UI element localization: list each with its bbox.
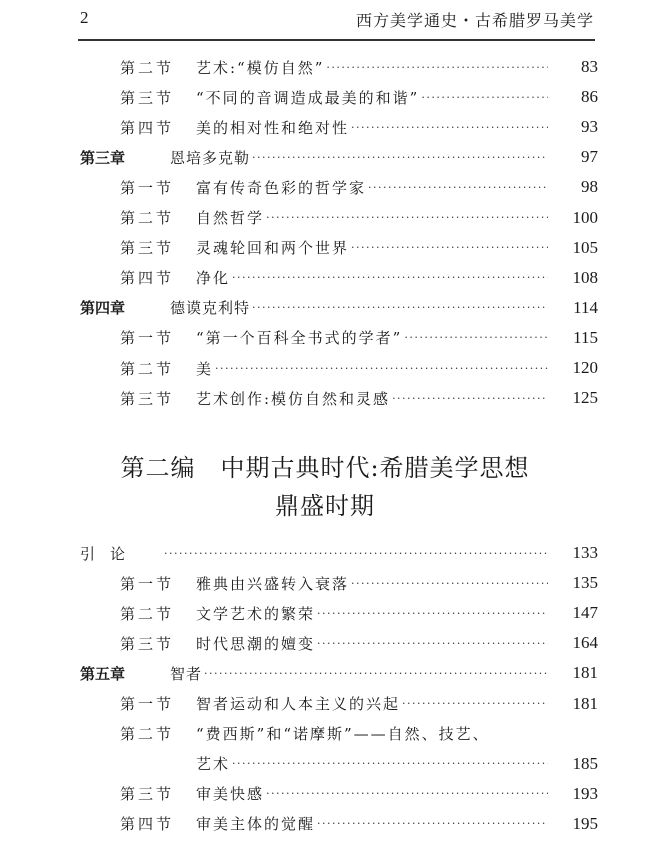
toc-entry (0, 781, 650, 807)
toc-entry-title: 智者运动和人本主义的兴起 (196, 695, 401, 713)
header-rule (78, 39, 595, 41)
toc-entry-title: 审美主体的觉醒 (196, 815, 316, 834)
leader-dots (351, 121, 548, 134)
toc-entry-label: 第二节 (120, 209, 175, 227)
toc-entry-title: 灵魂轮回和两个世界 (196, 239, 350, 258)
toc-entry-label: 第三节 (120, 389, 175, 408)
leader-dots (351, 577, 548, 590)
toc-entry-title: 艺术创作:模仿自然和灵感 (196, 389, 391, 408)
leader-dots (368, 181, 548, 194)
toc-entry-page: 83 (581, 57, 598, 76)
leader-dots (232, 757, 548, 770)
toc-entry (0, 355, 650, 381)
toc-entry (0, 570, 650, 596)
toc-entry-title: 审美快感 (196, 785, 265, 804)
leader-dots (266, 211, 548, 224)
toc-entry-page: 93 (581, 117, 598, 137)
toc-entry-title: 自然哲学 (196, 209, 265, 227)
toc-entry-page: 98 (581, 177, 598, 197)
toc-entry-title: 富有传奇色彩的哲学家 (196, 178, 367, 197)
toc-entry-title: 艺术 (196, 755, 231, 774)
toc-entry-page: 120 (572, 358, 598, 377)
toc-entry-title: “不同的音调造成最美的和谐” (196, 88, 420, 107)
toc-entry-page: 181 (572, 693, 598, 713)
toc-entry-label: 第四章 (80, 299, 126, 318)
part-heading-line2: 鼎盛时期 (275, 492, 375, 520)
toc-entry-page: 164 (572, 633, 598, 653)
leader-dots (351, 241, 548, 254)
toc-entry (0, 54, 650, 80)
part-heading-line1: 第二编 中期古典时代:希腊美学思想 (120, 454, 530, 482)
leader-dots (317, 607, 548, 620)
toc-entry (0, 114, 650, 140)
toc-entry (0, 691, 650, 717)
toc-entry (0, 811, 650, 837)
toc-entry-page: 181 (572, 663, 598, 683)
toc-entry-title: 智者 (170, 664, 203, 683)
toc-entry-page: 135 (572, 573, 598, 593)
toc-entry-title: 净化 (196, 269, 231, 288)
toc-entry (0, 235, 650, 261)
toc-entry-label: 第三节 (120, 88, 175, 107)
leader-dots (392, 392, 548, 405)
toc-entry (0, 540, 650, 566)
leader-dots (404, 331, 548, 344)
toc-entry (0, 630, 650, 656)
leader-dots (266, 787, 548, 800)
toc-entry-label: 引 论 (80, 544, 126, 563)
toc-entry-label: 第三节 (120, 239, 175, 258)
toc-entry-label: 第二节 (120, 359, 175, 378)
toc-entry-label: 第三节 (120, 634, 175, 653)
toc-entry-title: “费西斯”和“诺摩斯”——自然、技艺、 (196, 725, 490, 744)
toc-entry (0, 325, 650, 351)
toc-entry-label: 第四节 (120, 118, 175, 137)
toc-entry-title: 恩培多克勒 (170, 148, 251, 167)
toc-entry-page: 133 (572, 543, 598, 562)
running-header-title: 西方美学通史・古希腊罗马美学 (355, 11, 594, 30)
toc-entry-label: 第二节 (120, 725, 175, 744)
toc-entry-label: 第四节 (120, 815, 175, 834)
toc-entry-label: 第三章 (80, 148, 126, 167)
toc-entry-page: 114 (573, 297, 598, 317)
toc-entry-title: 艺术:“模仿自然” (196, 58, 325, 77)
toc-entry-label: 第五章 (80, 664, 126, 683)
toc-entry-label: 第三节 (120, 785, 175, 804)
toc-entry-page: 105 (572, 237, 598, 257)
toc-entry-label: 第一节 (120, 695, 175, 713)
toc-entry (0, 600, 650, 626)
toc-entry-title: 美 (196, 359, 214, 378)
toc-entry-title: “第一个百科全书式的学者” (196, 329, 403, 348)
toc-entry-page: 100 (572, 207, 598, 227)
leader-dots (215, 362, 548, 375)
toc-entry-label: 第一节 (120, 574, 175, 593)
leader-dots (232, 271, 548, 284)
toc-entry (0, 84, 650, 110)
toc-entry-title: 德谟克利特 (170, 299, 251, 318)
toc-entry-label: 第二节 (120, 604, 175, 623)
toc-entry-page: 97 (581, 147, 598, 167)
toc-entry (0, 144, 650, 170)
toc-entry-page: 193 (572, 783, 598, 803)
toc-entry-page: 86 (581, 87, 598, 107)
toc-entry (0, 751, 650, 777)
toc-entry (0, 205, 650, 231)
leader-dots (252, 301, 548, 314)
toc-entry-title: 美的相对性和绝对性 (196, 118, 350, 137)
toc-entry-label: 第四节 (120, 269, 175, 288)
toc-entry-label: 第二节 (120, 58, 175, 77)
toc-entry (0, 265, 650, 291)
leader-dots (204, 667, 548, 680)
toc-entry-title: 时代思潮的嬗变 (196, 634, 316, 653)
toc-entry (0, 660, 650, 686)
toc-entry-label: 第一节 (120, 178, 175, 197)
toc-entry-title: 文学艺术的繁荣 (196, 604, 316, 623)
leader-dots (317, 817, 548, 830)
toc-entry-page: 147 (572, 603, 598, 623)
toc-entry-page: 185 (572, 753, 598, 773)
toc-entry-page: 115 (573, 327, 598, 347)
leader-dots (317, 637, 548, 650)
leader-dots (164, 547, 548, 560)
toc-entry (0, 295, 650, 321)
toc-entry (0, 174, 650, 200)
toc-entry (0, 385, 650, 411)
leader-dots (421, 91, 548, 104)
toc-entry-page: 108 (572, 267, 598, 287)
toc-entry-title: 雅典由兴盛转入衰落 (196, 574, 350, 593)
page-number: 2 (80, 8, 89, 27)
leader-dots (326, 61, 548, 74)
toc-entry (0, 721, 650, 747)
leader-dots (402, 697, 548, 710)
toc-entry-page: 195 (572, 813, 598, 833)
leader-dots (252, 151, 548, 164)
toc-entry-label: 第一节 (120, 329, 175, 348)
toc-entry-page: 125 (572, 388, 598, 408)
